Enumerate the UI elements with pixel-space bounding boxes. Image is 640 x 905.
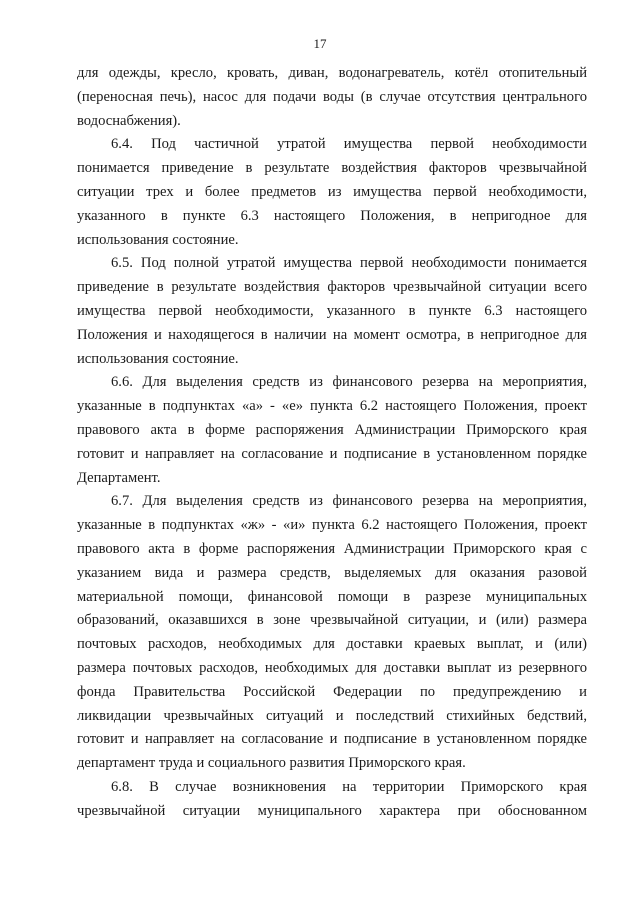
document-body (77, 62, 587, 824)
text-line: правового акта в форме распоряжения Администрации Приморского края с (77, 540, 587, 557)
text-line: фонда Правительства Российской Федерации по предупреждению и (77, 683, 587, 700)
text-line: указанные в подпунктах «ж» - «и» пункта 6.2 настоящего Положения, проект (77, 517, 587, 534)
text-line: для одежды, кресло, кровать, диван, водонагреватель, котёл отопительный (77, 65, 587, 81)
text-line: чрезвычайной ситуации муниципального характера при обоснованном (77, 802, 587, 819)
text-line: приведение в результате воздействия факторов чрезвычайной ситуации всего (77, 279, 587, 296)
text-line: водоснабжения). (77, 112, 181, 129)
text-line: указанные в подпунктах «а» - «е» пункта 6.2 настоящего Положения, проект (77, 398, 587, 415)
text-line: 6.4. Под частичной утратой имущества первой необходимости (111, 136, 587, 153)
page-number: 17 (313, 36, 327, 51)
text-line: 6.6. Для выделения средств из финансового резерва на мероприятия, (111, 374, 587, 391)
text-line: почтовых расходов, необходимых для доставки краевых выплат, и (или) (77, 636, 587, 653)
text-line: готовит и направляет на согласование и подписание в установленном порядке (77, 731, 587, 748)
text-line: 6.5. Под полной утратой имущества первой необходимости понимается (111, 255, 587, 272)
text-line: указанного в пункте 6.3 настоящего Положения, в непригодное для (77, 207, 587, 224)
text-line: департамент труда и социального развития Приморского края. (77, 755, 466, 772)
text-line: 6.7. Для выделения средств из финансового резерва на мероприятия, (111, 493, 587, 510)
text-line: Положения и находящегося в наличии на момент осмотра, в непригодное для (77, 326, 587, 343)
text-line: имущества первой необходимости, указанного в пункте 6.3 настоящего (77, 302, 587, 319)
text-line: образований, оказавшихся в зоне чрезвычайной ситуации, и (или) размера (77, 612, 587, 629)
text-line: ситуации трех и более предметов из имущества первой необходимости, (77, 183, 587, 200)
paragraph-6-5 (77, 252, 587, 371)
paragraph-6-6 (77, 371, 587, 490)
text-line: использования состояние. (77, 350, 239, 367)
text-line: 6.8. В случае возникновения на территории Приморского края (111, 778, 587, 795)
paragraph-6-4 (77, 133, 587, 252)
text-line: указанием вида и размера средств, выделяемых для оказания разовой (77, 564, 587, 581)
text-line: готовит и направляет на согласование и подписание в установленном порядке (77, 445, 587, 462)
text-line: размера почтовых расходов, необходимых для доставки выплат из резервного (77, 659, 587, 676)
text-line: понимается приведение в результате воздействия факторов чрезвычайной (77, 160, 587, 177)
text-line: ликвидации чрезвычайных ситуаций и последствий стихийных бедствий, (77, 707, 587, 724)
text-line: Департамент. (77, 469, 161, 486)
paragraph-6-7 (77, 490, 587, 776)
text-line: правового акта в форме распоряжения Администрации Приморского края (77, 421, 587, 438)
text-line: (переносная печь), насос для подачи воды (в случае отсутствия центрального (77, 88, 587, 105)
text-line: материальной помощи, финансовой помощи в разрезе муниципальных (77, 588, 587, 605)
text-line: использования состояние. (77, 231, 239, 248)
paragraph-continuation (77, 62, 587, 133)
paragraph-6-8 (77, 776, 587, 824)
